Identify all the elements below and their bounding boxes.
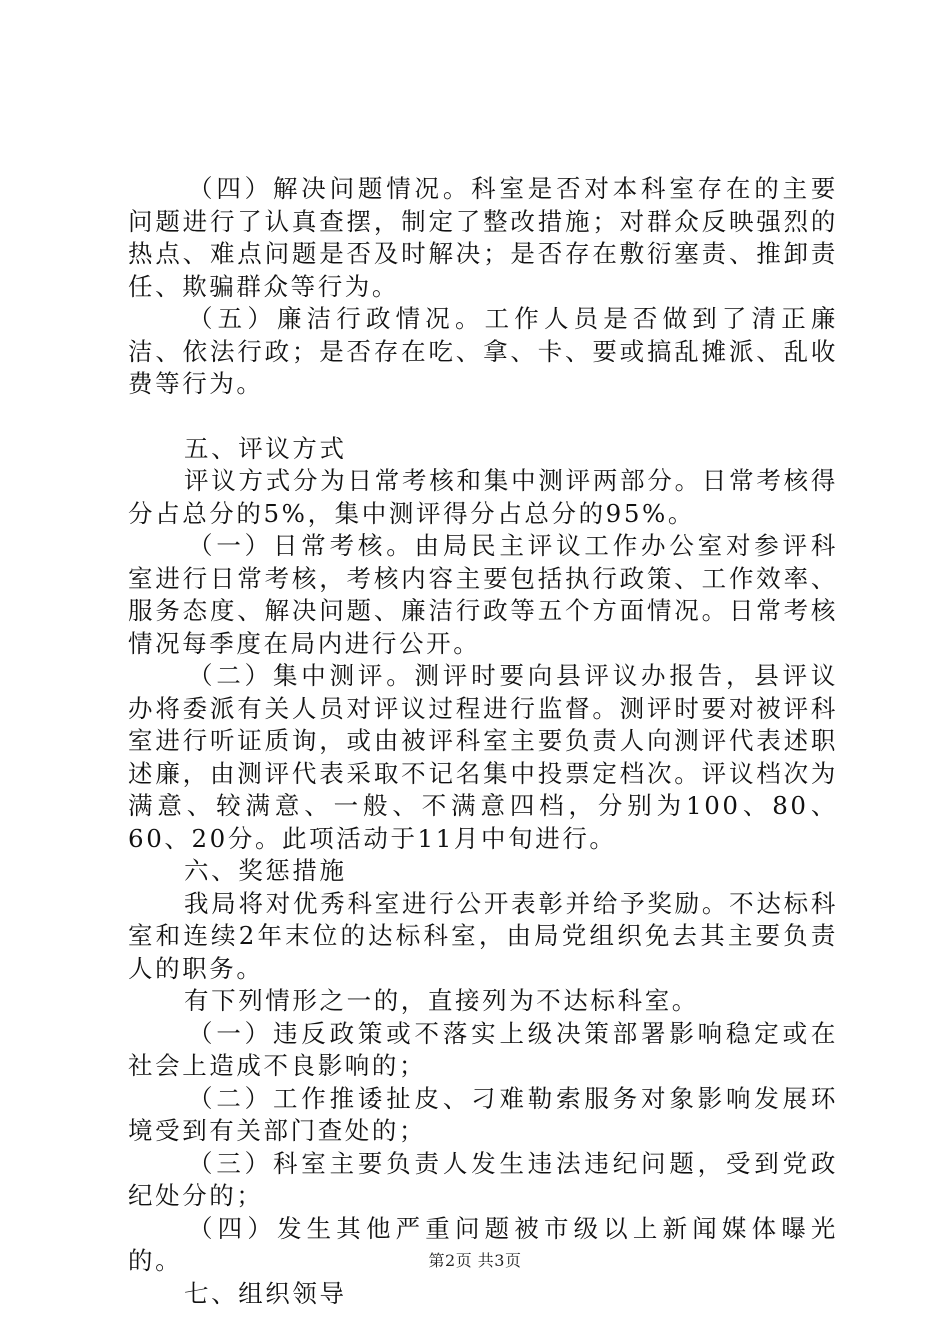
heading-rewards-penalties: 六、奖惩措施 — [184, 856, 347, 885]
list-item-condition-4: （四）发生其他严重问题被市级以上新闻媒体曝光的。 — [128, 1213, 838, 1275]
paragraph-problem-solving: （四）解决问题情况。科室是否对本科室存在的主要问题进行了认真查摆，制定了整改措施；对群众反映强烈的热点、难点问题是否及时解决；是否存在敷衍塞责、推卸责任、欺骗群众等行为。 — [128, 174, 838, 301]
list-item-condition-2: （二）工作推诿扯皮、刁难勒索服务对象影响发展环境受到有关部门查处的； — [128, 1083, 838, 1145]
document-body — [128, 173, 838, 1310]
list-item-condition-1: （一）违反政策或不落实上级决策部署影响稳定或在社会上造成不良影响的； — [128, 1018, 838, 1080]
paragraph-daily-assessment: （一）日常考核。由局民主评议工作办公室对参评科室进行日常考核，考核内容主要包括执行政策、工作效率、服务态度、解决问题、廉洁行政等五个方面情况。日常考核情况每季度在局内进行公开。 — [128, 531, 838, 658]
paragraph-centralized-evaluation: （二）集中测评。测评时要向县评议办报告，县评议办将委派有关人员对评议过程进行监督。测评时要对被评科室进行听证质询，或由被评科室主要负责人向测评代表述职述廉，由测评代表采取不记名集中投票定档次。评议档次为满意、较满意、一般、不满意四档，分别为100、80、60、20分。此项活动于11月中旬进行。 — [128, 661, 838, 853]
list-item-condition-3: （三）科室主要负责人发生违法违纪问题，受到党政纪处分的； — [128, 1148, 838, 1210]
heading-organization-leadership: 七、组织领导 — [184, 1278, 347, 1308]
paragraph-clean-administration: （五）廉洁行政情况。工作人员是否做到了清正廉洁、依法行政；是否存在吃、拿、卡、要或搞乱摊派、乱收费等行为。 — [128, 304, 838, 398]
paragraph-rewards: 我局将对优秀科室进行公开表彰并给予奖励。不达标科室和连续2年末位的达标科室，由局党组织免去其主要负责人的职务。 — [128, 888, 838, 983]
paragraph-evaluation-method: 评议方式分为日常考核和集中测评两部分。日常考核得分占总分的5%，集中测评得分占总分的95%。 — [128, 466, 838, 528]
paragraph-gap — [128, 401, 838, 433]
page-number-footer: 第2页 共3页 — [428, 1251, 522, 1270]
paragraph-conditions-intro: 有下列情形之一的，直接列为不达标科室。 — [184, 986, 699, 1015]
heading-evaluation-method: 五、评议方式 — [184, 433, 347, 463]
